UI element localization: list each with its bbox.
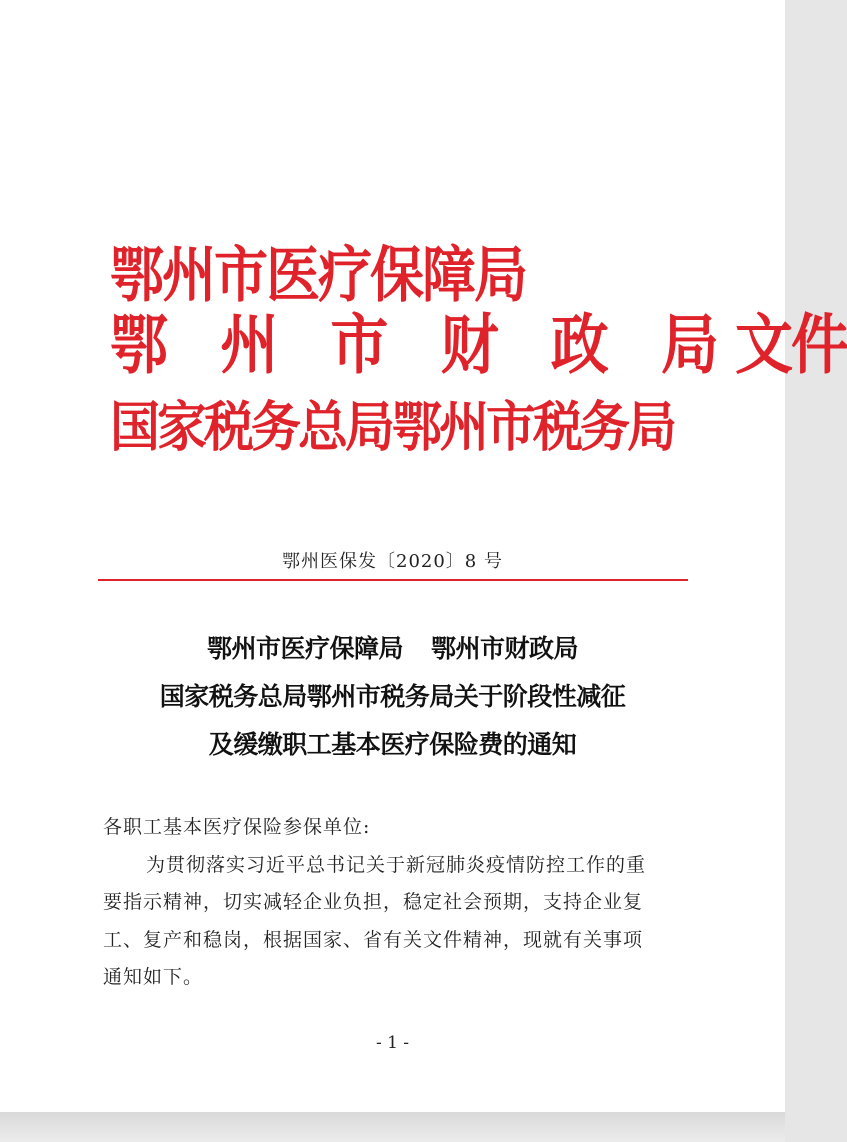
notice-title-line-1 — [0, 636, 785, 661]
salutation: 各职工基本医疗保险参保单位: — [103, 816, 371, 838]
issuer-line-tax-bureau: 国家税务总局鄂州市税务局 — [110, 394, 674, 459]
paragraph-line: 通知如下。 — [103, 966, 204, 988]
page-number: - 1 - — [375, 1033, 410, 1053]
document-number: 鄂州医保发〔2020〕8 号 — [282, 551, 503, 572]
issuer-line-medical-security-bureau: 鄂州市医疗保障局 — [110, 238, 526, 311]
notice-title-issuer-1: 鄂州市医疗保障局 — [206, 634, 403, 663]
notice-title-issuer-2: 鄂州市财政局 — [431, 634, 579, 663]
notice-title-line-2: 国家税务总局鄂州市税务局关于阶段性减征 — [159, 682, 626, 711]
issuer-line-finance-bureau — [110, 306, 847, 383]
red-divider-line — [98, 579, 688, 581]
paragraph-line: 工、复产和稳岗，根据国家、省有关文件精神，现就有关事项 — [103, 929, 644, 951]
paragraph-line: 要指示精神，切实减轻企业负担，稳定社会预期，支持企业复 — [103, 891, 644, 913]
paragraph-line: 为贯彻落实习近平总书记关于新冠肺炎疫情防控工作的重 — [146, 854, 647, 876]
document-label: 文件 — [734, 306, 847, 383]
viewer-bottom-bar — [0, 1112, 785, 1142]
issuer-finance-name: 鄂 州 市 财 政 局 — [110, 306, 735, 383]
notice-title-line-3: 及缓缴职工基本医疗保险费的通知 — [208, 730, 577, 759]
